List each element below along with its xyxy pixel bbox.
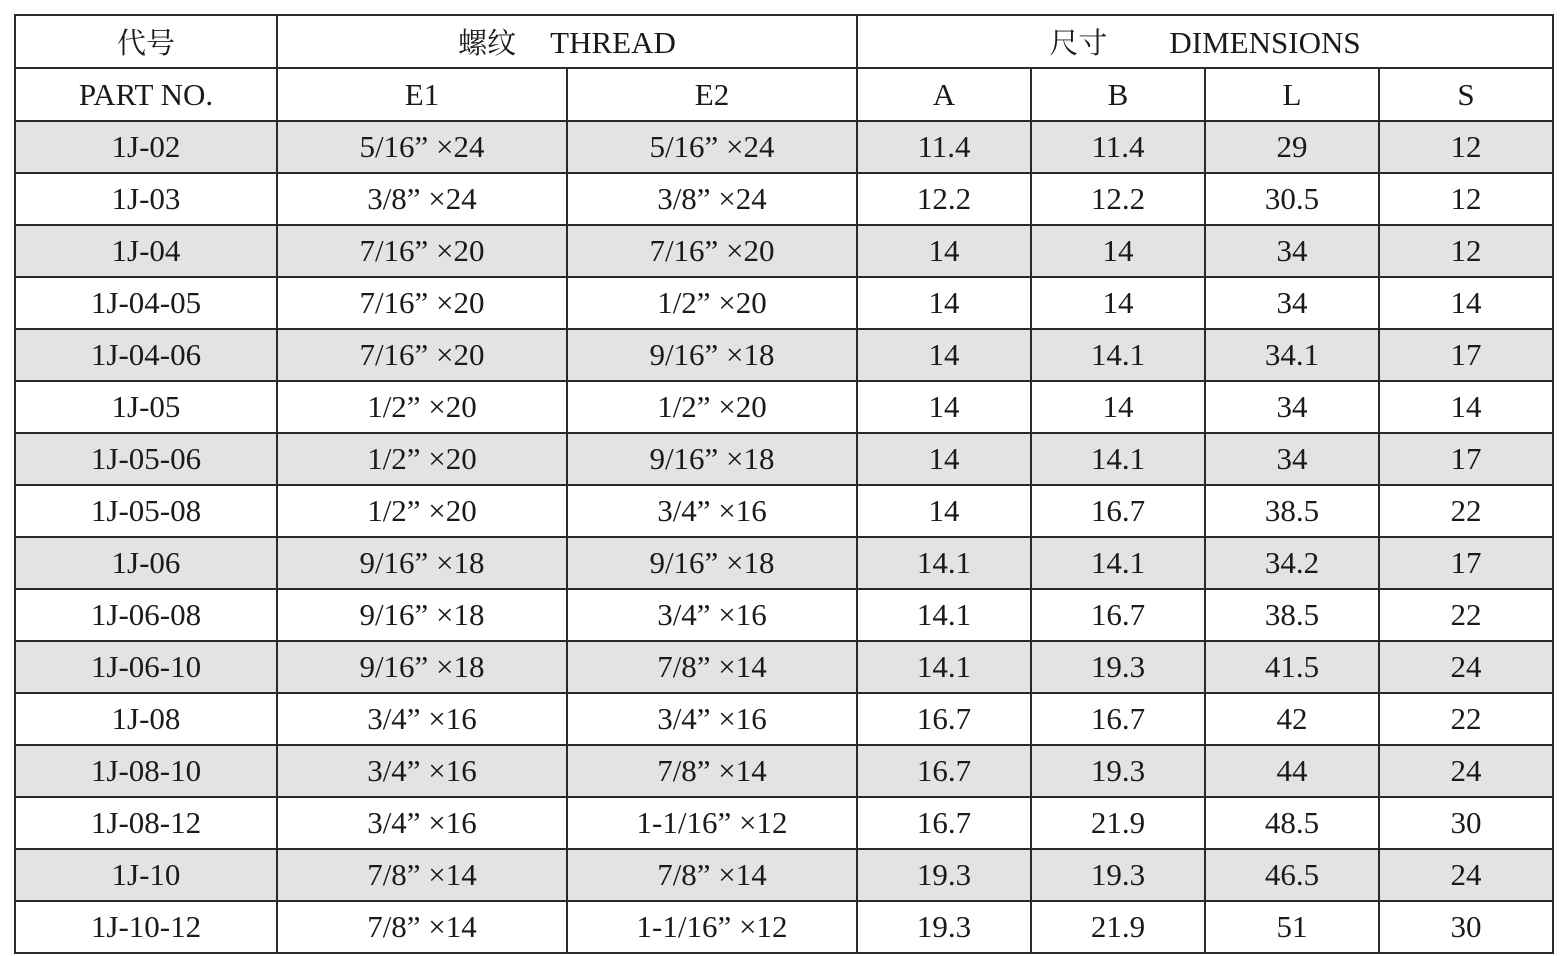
dim-a-cell: 19.3 [857, 901, 1031, 953]
dim-s-cell: 24 [1379, 745, 1553, 797]
dim-b-cell: 12.2 [1031, 173, 1205, 225]
part-number-cell: 1J-06-10 [15, 641, 277, 693]
table-row [15, 173, 1553, 225]
dim-l-cell: 34.1 [1205, 329, 1379, 381]
table-row [15, 745, 1553, 797]
dim-l-cell: 34.2 [1205, 537, 1379, 589]
thread-e2-cell: 7/16” ×20 [567, 225, 857, 277]
dim-s-cell: 12 [1379, 173, 1553, 225]
table-row [15, 329, 1553, 381]
dim-a-cell: 14 [857, 225, 1031, 277]
dim-s-cell: 22 [1379, 693, 1553, 745]
thread-e2-cell: 9/16” ×18 [567, 433, 857, 485]
part-number-cell: 1J-10 [15, 849, 277, 901]
dim-l-cell: 29 [1205, 121, 1379, 173]
dim-l-cell: 38.5 [1205, 589, 1379, 641]
col-header-e1: E1 [277, 68, 567, 121]
dim-l-cell: 44 [1205, 745, 1379, 797]
table-row [15, 589, 1553, 641]
dim-b-cell: 14.1 [1031, 329, 1205, 381]
dim-s-cell: 14 [1379, 277, 1553, 329]
table-row [15, 225, 1553, 277]
thread-e1-cell: 3/4” ×16 [277, 693, 567, 745]
dim-a-cell: 19.3 [857, 849, 1031, 901]
thread-e1-cell: 1/2” ×20 [277, 433, 567, 485]
dim-a-cell: 14.1 [857, 589, 1031, 641]
part-number-cell: 1J-08-12 [15, 797, 277, 849]
dim-b-cell: 14.1 [1031, 537, 1205, 589]
dim-s-cell: 14 [1379, 381, 1553, 433]
part-number-cell: 1J-10-12 [15, 901, 277, 953]
thread-e2-cell: 5/16” ×24 [567, 121, 857, 173]
thread-e2-cell: 7/8” ×14 [567, 745, 857, 797]
dim-b-cell: 19.3 [1031, 745, 1205, 797]
dim-a-cell: 16.7 [857, 745, 1031, 797]
thread-e2-cell: 3/8” ×24 [567, 173, 857, 225]
thread-e2-cell: 7/8” ×14 [567, 641, 857, 693]
dim-l-cell: 41.5 [1205, 641, 1379, 693]
dim-a-cell: 14 [857, 329, 1031, 381]
dim-s-cell: 17 [1379, 433, 1553, 485]
table-row [15, 797, 1553, 849]
dim-l-cell: 30.5 [1205, 173, 1379, 225]
dim-s-cell: 30 [1379, 797, 1553, 849]
dim-l-cell: 34 [1205, 225, 1379, 277]
thread-e2-cell: 1-1/16” ×12 [567, 901, 857, 953]
dim-a-cell: 14.1 [857, 641, 1031, 693]
dim-b-cell: 21.9 [1031, 901, 1205, 953]
dim-b-cell: 14 [1031, 225, 1205, 277]
table-row [15, 277, 1553, 329]
table-row [15, 381, 1553, 433]
thread-e2-cell: 3/4” ×16 [567, 693, 857, 745]
dim-b-cell: 16.7 [1031, 485, 1205, 537]
part-number-cell: 1J-05-06 [15, 433, 277, 485]
dim-b-cell: 11.4 [1031, 121, 1205, 173]
part-number-cell: 1J-05-08 [15, 485, 277, 537]
dim-b-cell: 14.1 [1031, 433, 1205, 485]
dim-s-cell: 12 [1379, 225, 1553, 277]
dim-l-cell: 51 [1205, 901, 1379, 953]
part-header-en: PART NO. [15, 68, 277, 121]
spec-table-container [14, 14, 1554, 954]
dim-b-cell: 16.7 [1031, 693, 1205, 745]
thread-e2-cell: 9/16” ×18 [567, 537, 857, 589]
dim-l-cell: 48.5 [1205, 797, 1379, 849]
dim-b-cell: 14 [1031, 277, 1205, 329]
dim-l-cell: 34 [1205, 433, 1379, 485]
dim-a-cell: 12.2 [857, 173, 1031, 225]
dim-a-cell: 11.4 [857, 121, 1031, 173]
thread-e1-cell: 7/8” ×14 [277, 849, 567, 901]
dim-l-cell: 38.5 [1205, 485, 1379, 537]
thread-e2-cell: 1/2” ×20 [567, 277, 857, 329]
part-number-cell: 1J-06 [15, 537, 277, 589]
dim-a-cell: 16.7 [857, 693, 1031, 745]
dim-b-cell: 21.9 [1031, 797, 1205, 849]
thread-header-en: THREAD [550, 25, 676, 60]
col-header-s: S [1379, 68, 1553, 121]
thread-e1-cell: 7/16” ×20 [277, 329, 567, 381]
dim-s-cell: 24 [1379, 849, 1553, 901]
table-row [15, 433, 1553, 485]
col-header-l: L [1205, 68, 1379, 121]
part-header-cn: 代号 [15, 15, 277, 68]
dim-l-cell: 34 [1205, 381, 1379, 433]
dim-a-cell: 14 [857, 381, 1031, 433]
col-header-b: B [1031, 68, 1205, 121]
part-number-cell: 1J-05 [15, 381, 277, 433]
dim-a-cell: 14.1 [857, 537, 1031, 589]
dim-l-cell: 46.5 [1205, 849, 1379, 901]
table-row [15, 901, 1553, 953]
thread-header-cn: 螺纹 [458, 26, 517, 60]
dim-s-cell: 17 [1379, 329, 1553, 381]
dimensions-header-cn: 尺寸 [1049, 26, 1108, 60]
table-row [15, 121, 1553, 173]
col-header-a: A [857, 68, 1031, 121]
dimensions-header-en: DIMENSIONS [1169, 25, 1361, 60]
thread-e1-cell: 5/16” ×24 [277, 121, 567, 173]
dim-l-cell: 42 [1205, 693, 1379, 745]
table-row [15, 537, 1553, 589]
thread-e1-cell: 3/4” ×16 [277, 745, 567, 797]
table-row [15, 849, 1553, 901]
thread-header [277, 15, 857, 68]
dim-a-cell: 14 [857, 277, 1031, 329]
dim-s-cell: 30 [1379, 901, 1553, 953]
header-row-columns [15, 68, 1553, 121]
thread-e2-cell: 3/4” ×16 [567, 589, 857, 641]
table-row [15, 485, 1553, 537]
part-number-cell: 1J-04-06 [15, 329, 277, 381]
dim-l-cell: 34 [1205, 277, 1379, 329]
dim-s-cell: 24 [1379, 641, 1553, 693]
dim-b-cell: 16.7 [1031, 589, 1205, 641]
part-number-cell: 1J-02 [15, 121, 277, 173]
dim-b-cell: 19.3 [1031, 849, 1205, 901]
dim-b-cell: 19.3 [1031, 641, 1205, 693]
dimensions-header [857, 15, 1553, 68]
part-number-cell: 1J-03 [15, 173, 277, 225]
table-row [15, 693, 1553, 745]
thread-e1-cell: 9/16” ×18 [277, 641, 567, 693]
part-number-cell: 1J-04-05 [15, 277, 277, 329]
col-header-e2: E2 [567, 68, 857, 121]
dim-a-cell: 14 [857, 485, 1031, 537]
thread-e1-cell: 3/8” ×24 [277, 173, 567, 225]
thread-e1-cell: 1/2” ×20 [277, 381, 567, 433]
thread-e2-cell: 9/16” ×18 [567, 329, 857, 381]
thread-e1-cell: 7/16” ×20 [277, 225, 567, 277]
header-row-groups [15, 15, 1553, 68]
thread-e1-cell: 7/16” ×20 [277, 277, 567, 329]
table-body [15, 121, 1553, 953]
dim-s-cell: 22 [1379, 589, 1553, 641]
dim-s-cell: 22 [1379, 485, 1553, 537]
thread-e1-cell: 9/16” ×18 [277, 589, 567, 641]
dim-a-cell: 14 [857, 433, 1031, 485]
part-number-cell: 1J-08-10 [15, 745, 277, 797]
thread-e2-cell: 1-1/16” ×12 [567, 797, 857, 849]
thread-e1-cell: 7/8” ×14 [277, 901, 567, 953]
dim-b-cell: 14 [1031, 381, 1205, 433]
thread-e1-cell: 1/2” ×20 [277, 485, 567, 537]
thread-e1-cell: 3/4” ×16 [277, 797, 567, 849]
spec-table [14, 14, 1554, 954]
part-number-cell: 1J-06-08 [15, 589, 277, 641]
dim-s-cell: 12 [1379, 121, 1553, 173]
thread-e2-cell: 7/8” ×14 [567, 849, 857, 901]
part-number-cell: 1J-08 [15, 693, 277, 745]
table-row [15, 641, 1553, 693]
thread-e2-cell: 1/2” ×20 [567, 381, 857, 433]
thread-e1-cell: 9/16” ×18 [277, 537, 567, 589]
part-number-cell: 1J-04 [15, 225, 277, 277]
dim-a-cell: 16.7 [857, 797, 1031, 849]
dim-s-cell: 17 [1379, 537, 1553, 589]
thread-e2-cell: 3/4” ×16 [567, 485, 857, 537]
